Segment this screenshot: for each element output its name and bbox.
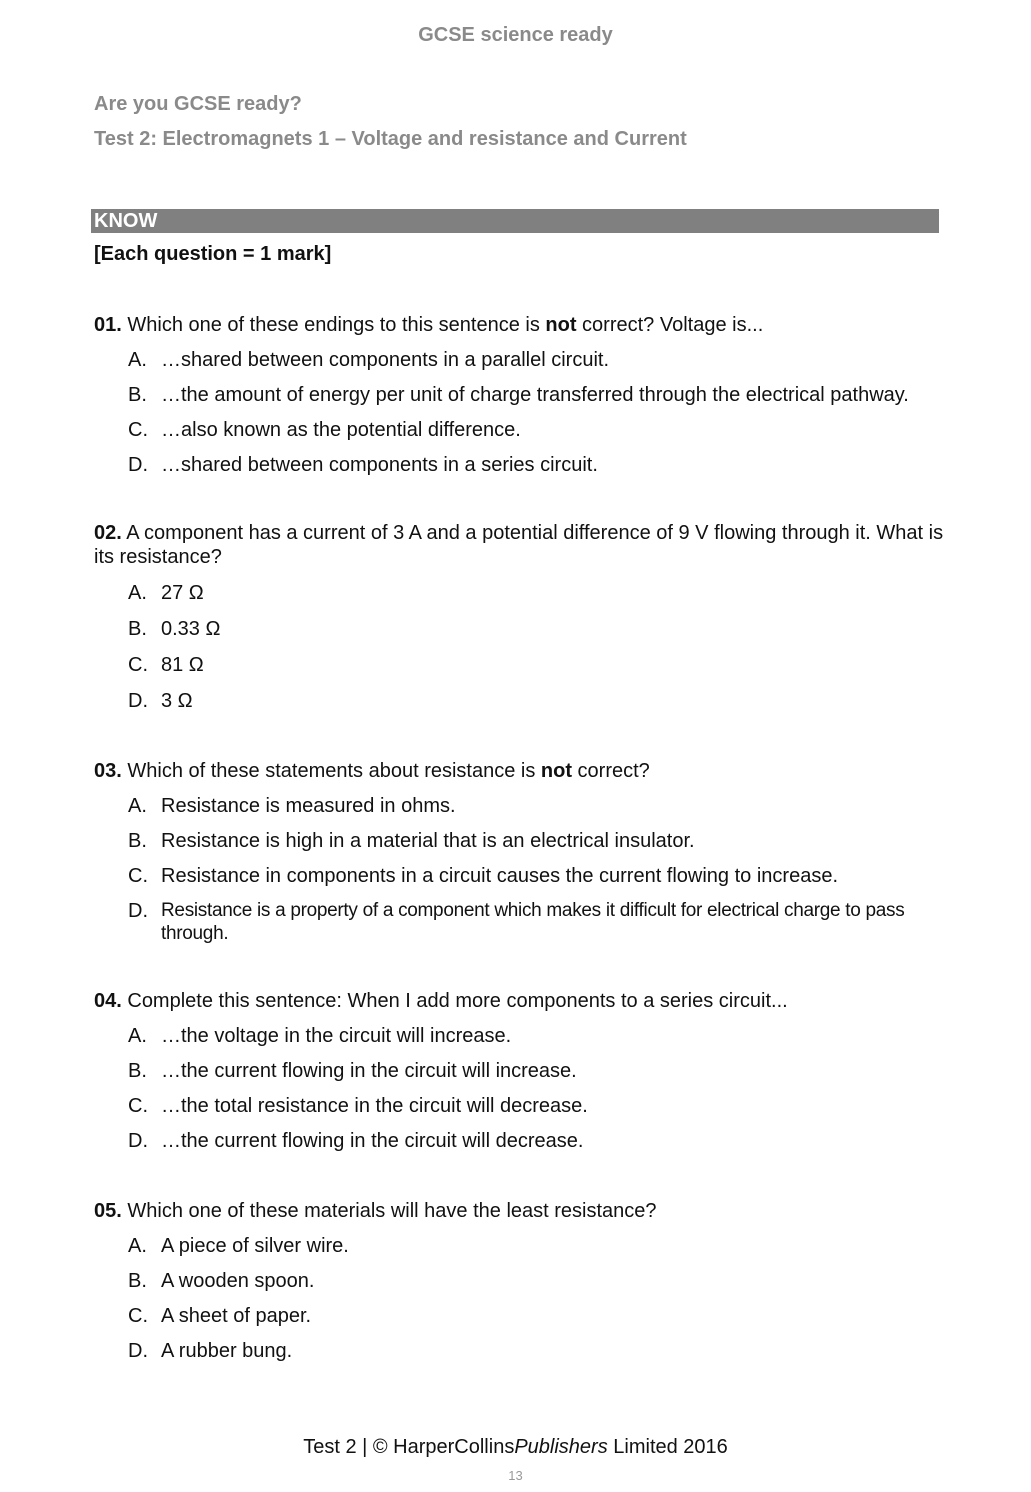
option-d[interactable] xyxy=(94,689,944,713)
option-letter: B. xyxy=(128,830,147,852)
question-02 xyxy=(94,521,944,725)
question-text-before: Which one of these endings to this sentence is xyxy=(121,314,546,336)
option-c[interactable] xyxy=(94,418,944,442)
question-emphasis: not xyxy=(540,760,572,782)
option-letter: A. xyxy=(128,582,147,604)
option-text: …shared between components in a series circuit. xyxy=(161,454,598,476)
option-text: …the total resistance in the circuit will decrease. xyxy=(161,1095,588,1117)
option-letter: B. xyxy=(128,384,147,406)
option-letter: C. xyxy=(128,419,148,441)
option-a[interactable] xyxy=(94,1234,944,1258)
option-text: …shared between components in a parallel circuit. xyxy=(161,349,610,371)
page-subtitle: Are you GCSE ready? xyxy=(94,93,302,115)
option-a[interactable] xyxy=(94,581,944,605)
option-d[interactable] xyxy=(94,1339,944,1363)
option-letter: D. xyxy=(128,1130,148,1152)
option-letter: C. xyxy=(128,654,148,676)
options-list xyxy=(94,1024,944,1153)
option-b[interactable] xyxy=(94,1059,944,1083)
option-b[interactable] xyxy=(94,383,944,407)
option-text: …also known as the potential difference. xyxy=(161,419,521,441)
option-text: Resistance is a property of a component which makes it difficult for electrical charge to pass through. xyxy=(161,900,905,944)
options-list xyxy=(94,1234,944,1363)
option-text: Resistance is measured in ohms. xyxy=(161,795,456,817)
question-03 xyxy=(94,759,944,956)
question-text xyxy=(94,313,944,337)
footer-prefix: Test 2 | © HarperCollins xyxy=(303,1436,515,1458)
footer-suffix: Limited 2016 xyxy=(607,1436,728,1458)
option-d[interactable] xyxy=(94,899,944,945)
question-body: A component has a current of 3 A and a potential difference of 9 V flowing through it. What is its resistance? xyxy=(94,522,944,568)
question-number: 05. xyxy=(94,1200,122,1222)
option-text: A piece of silver wire. xyxy=(161,1235,349,1257)
options-list xyxy=(94,794,944,945)
option-letter: C. xyxy=(128,1305,148,1327)
option-letter: A. xyxy=(128,1235,147,1257)
option-letter: A. xyxy=(128,349,147,371)
option-text: …the current flowing in the circuit will increase. xyxy=(161,1060,577,1082)
option-text: …the voltage in the circuit will increase. xyxy=(161,1025,512,1047)
option-text: 81 Ω xyxy=(161,654,204,676)
question-text xyxy=(94,521,944,569)
question-text-after: correct? xyxy=(572,760,650,782)
question-number: 03. xyxy=(94,760,122,782)
option-c[interactable] xyxy=(94,1094,944,1118)
option-text: …the amount of energy per unit of charge transferred through the electrical pathway. xyxy=(161,384,909,406)
option-text: A rubber bung. xyxy=(161,1340,293,1362)
options-list xyxy=(94,581,944,713)
option-letter: B. xyxy=(128,1060,147,1082)
question-number: 02. xyxy=(94,522,122,544)
option-text: 3 Ω xyxy=(161,690,193,712)
option-letter: B. xyxy=(128,618,147,640)
option-c[interactable] xyxy=(94,864,944,888)
question-body: Complete this sentence: When I add more components to a series circuit... xyxy=(121,990,788,1012)
marks-note: [Each question = 1 mark] xyxy=(94,243,332,265)
option-text: Resistance in components in a circuit causes the current flowing to increase. xyxy=(161,865,839,887)
option-b[interactable] xyxy=(94,1269,944,1293)
option-b[interactable] xyxy=(94,617,944,641)
section-bar-know: KNOW xyxy=(91,209,939,233)
option-text: 0.33 Ω xyxy=(161,618,221,640)
question-emphasis: not xyxy=(545,314,577,336)
option-letter: D. xyxy=(128,900,148,922)
page-header-title: GCSE science ready xyxy=(418,24,613,46)
question-text-before: Which of these statements about resistance is xyxy=(121,760,541,782)
option-a[interactable] xyxy=(94,348,944,372)
option-letter: D. xyxy=(128,1340,148,1362)
option-d[interactable] xyxy=(94,1129,944,1153)
option-text: …the current flowing in the circuit will decrease. xyxy=(161,1130,584,1152)
question-text xyxy=(94,989,944,1013)
question-01 xyxy=(94,313,944,488)
option-c[interactable] xyxy=(94,1304,944,1328)
footer-copyright xyxy=(0,1436,1031,1459)
question-body: Which one of these materials will have the least resistance? xyxy=(121,1200,657,1222)
page-number: 13 xyxy=(508,1468,523,1483)
test-title: Test 2: Electromagnets 1 – Voltage and resistance and Current xyxy=(94,128,687,150)
option-text: Resistance is high in a material that is an electrical insulator. xyxy=(161,830,695,852)
option-letter: C. xyxy=(128,865,148,887)
option-text: 27 Ω xyxy=(161,582,204,604)
option-text: A sheet of paper. xyxy=(161,1305,312,1327)
question-04 xyxy=(94,989,944,1164)
option-letter: A. xyxy=(128,795,147,817)
option-c[interactable] xyxy=(94,653,944,677)
option-b[interactable] xyxy=(94,829,944,853)
option-a[interactable] xyxy=(94,1024,944,1048)
option-letter: D. xyxy=(128,454,148,476)
question-number: 04. xyxy=(94,990,122,1012)
option-letter: B. xyxy=(128,1270,147,1292)
option-a[interactable] xyxy=(94,794,944,818)
option-d[interactable] xyxy=(94,453,944,477)
option-text: A wooden spoon. xyxy=(161,1270,315,1292)
question-text xyxy=(94,1199,944,1223)
option-letter: A. xyxy=(128,1025,147,1047)
option-letter: C. xyxy=(128,1095,148,1117)
question-text-after: correct? Voltage is... xyxy=(576,314,764,336)
question-number: 01. xyxy=(94,314,122,336)
options-list xyxy=(94,348,944,477)
question-05 xyxy=(94,1199,944,1374)
question-text xyxy=(94,759,944,783)
footer-publisher-italic: Publishers xyxy=(514,1436,608,1458)
option-letter: D. xyxy=(128,690,148,712)
